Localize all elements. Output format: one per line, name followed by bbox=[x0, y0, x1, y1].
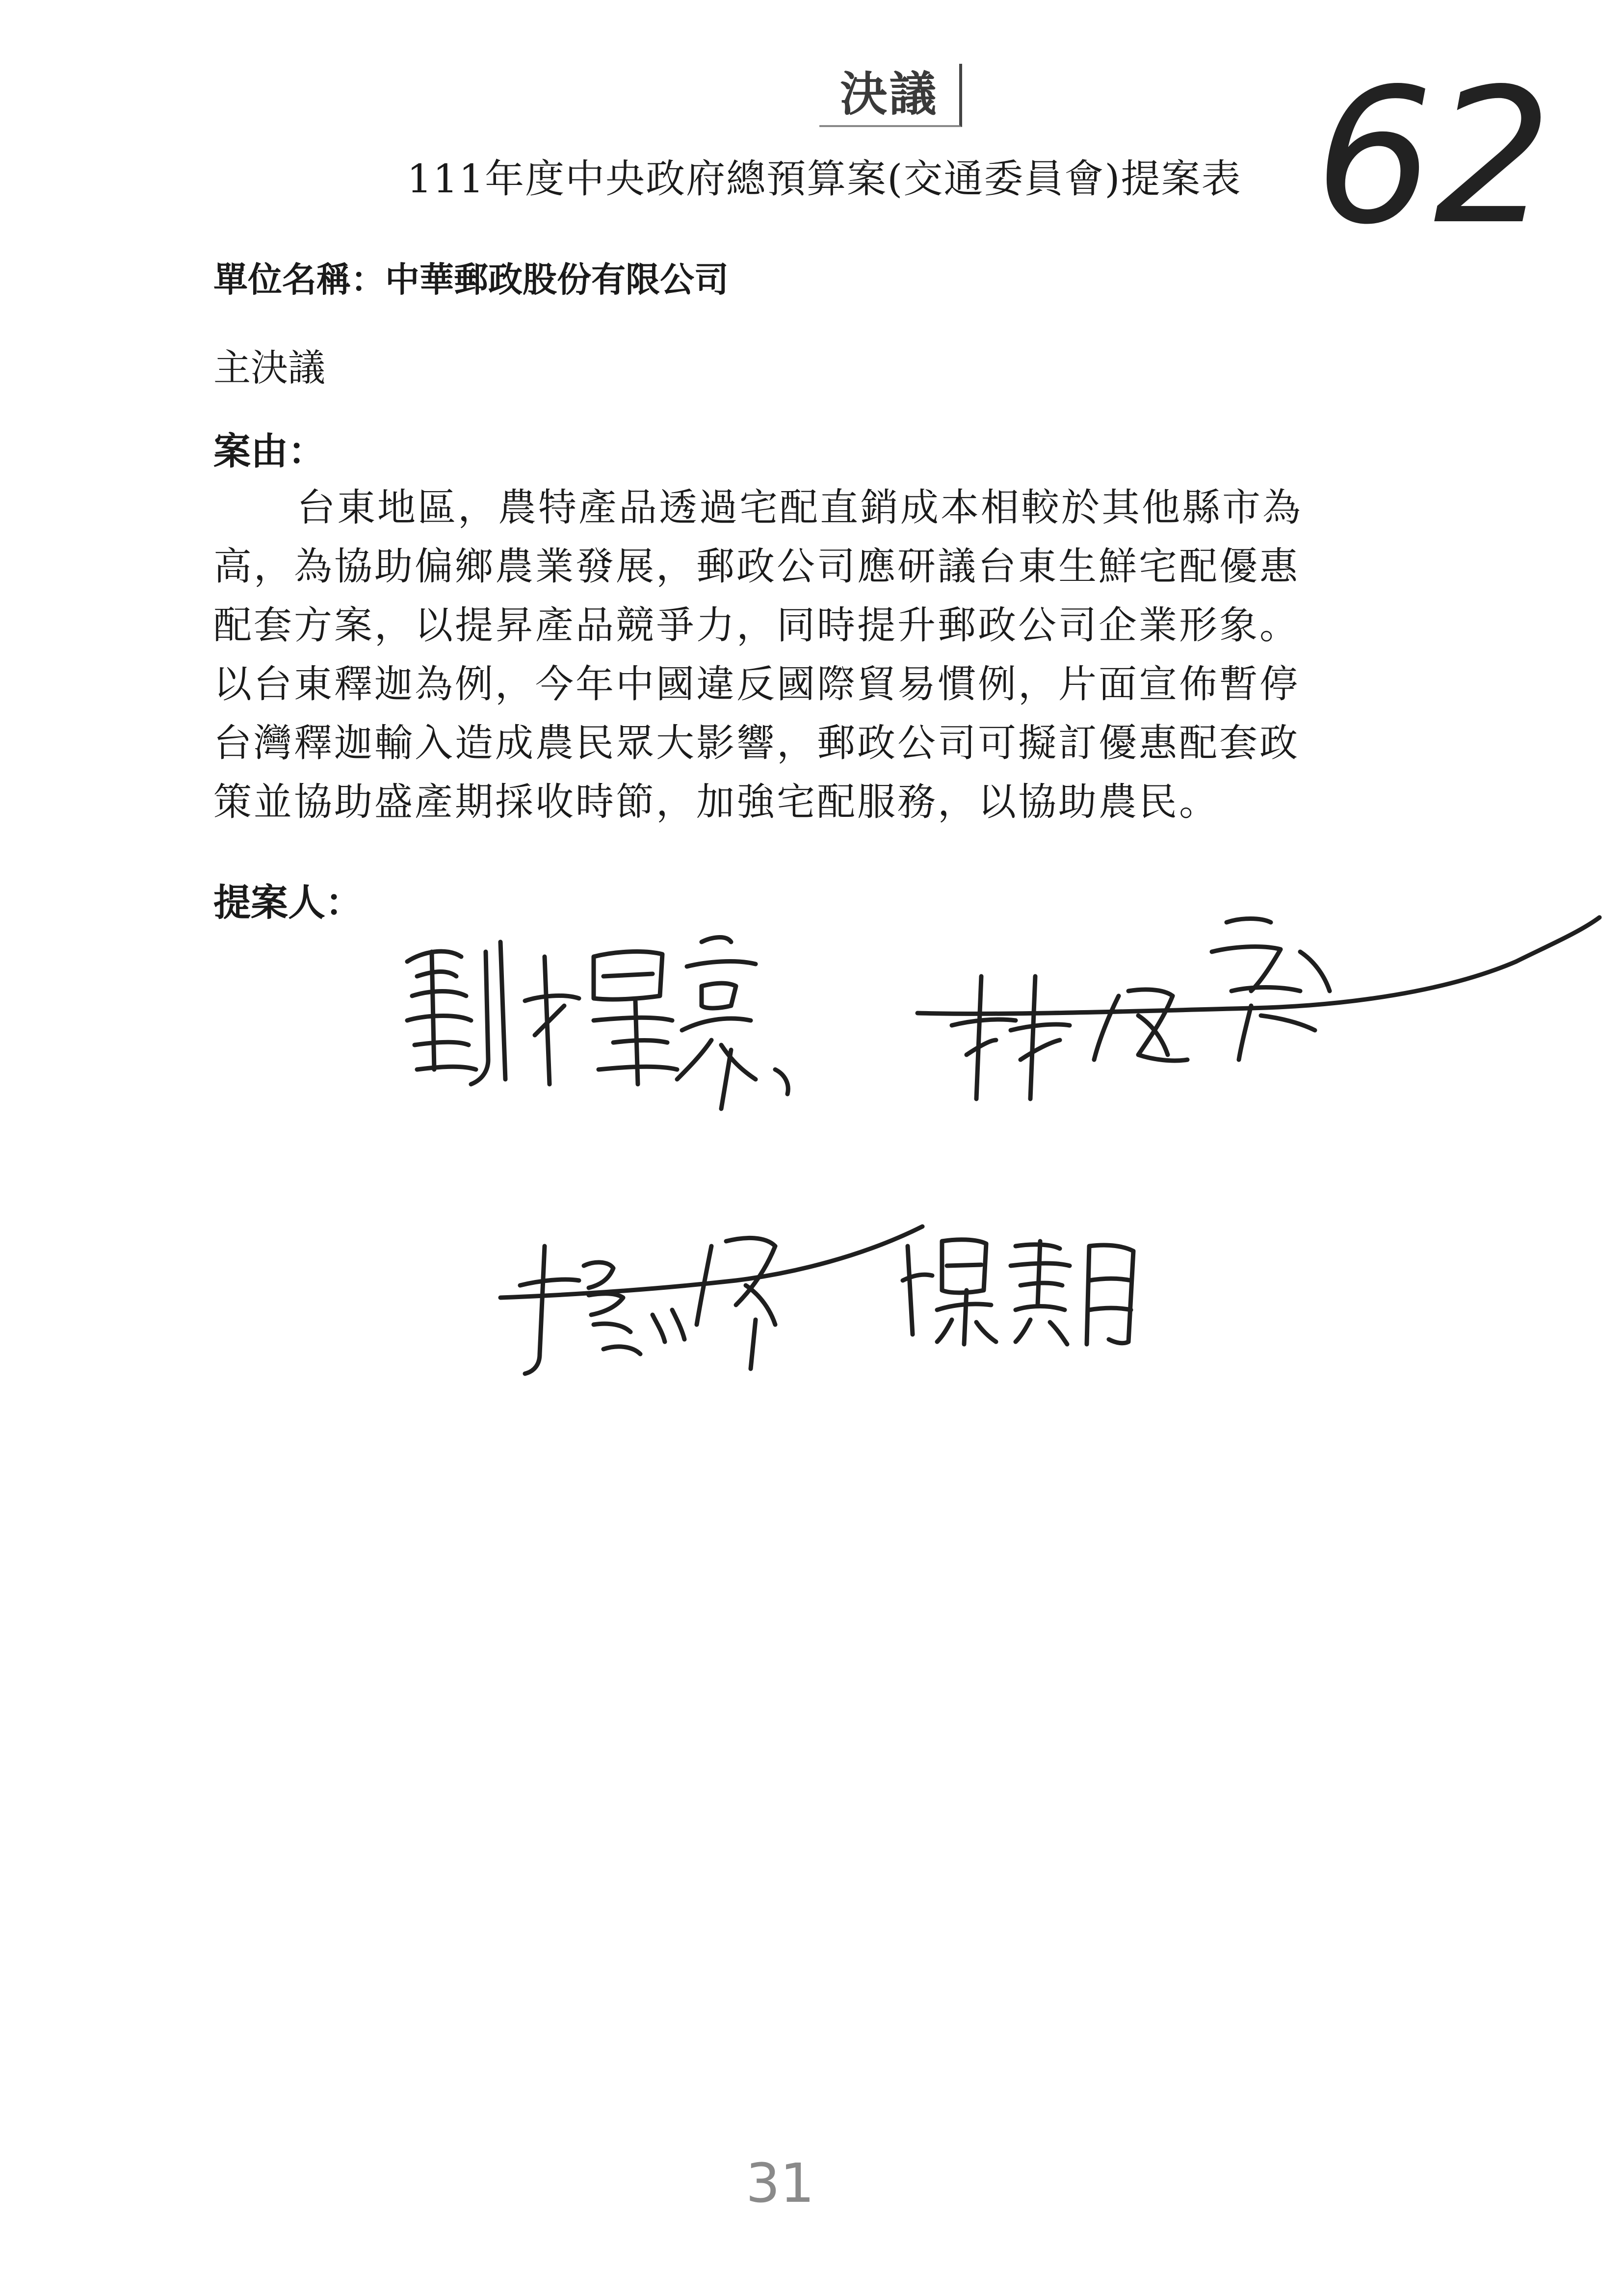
resolution-stamp: 決議 bbox=[819, 64, 962, 127]
handwritten-case-number: 62 bbox=[1315, 48, 1552, 265]
reason-line: 台灣釋迦輸入造成農民眾大影響，郵政公司可擬訂優惠配套政 bbox=[213, 721, 1300, 765]
resolution-type: 主決議 bbox=[213, 346, 325, 390]
reason-label: 案由： bbox=[213, 429, 325, 473]
signature-1 bbox=[388, 922, 859, 1128]
proposer-label: 提案人： bbox=[213, 881, 363, 924]
reason-line: 高，為協助偏鄉農業發展，郵政公司應研議台東生鮮宅配優惠 bbox=[213, 545, 1300, 589]
reason-line: 台東地區，農特產品透過宅配直銷成本相較於其他縣市為 bbox=[297, 486, 1303, 530]
page-number: 31 bbox=[746, 2152, 814, 2215]
signature-3 bbox=[491, 1207, 932, 1393]
signature-2 bbox=[908, 893, 1604, 1128]
reason-line: 策並協助盛產期採收時節，加強宅配服務，以協助農民。 bbox=[213, 780, 1220, 824]
unit-name: 單位名稱：中華郵政股份有限公司 bbox=[213, 260, 729, 300]
signature-4 bbox=[893, 1226, 1148, 1354]
reason-line: 以台東釋迦為例，今年中國違反國際貿易慣例，片面宣佈暫停 bbox=[213, 662, 1300, 706]
reason-line: 配套方案，以提昇產品競爭力，同時提升郵政公司企業形象。 bbox=[213, 603, 1300, 648]
document-title: 111年度中央政府總預算案(交通委員會)提案表 bbox=[407, 156, 1242, 202]
reason-body bbox=[213, 478, 1406, 832]
